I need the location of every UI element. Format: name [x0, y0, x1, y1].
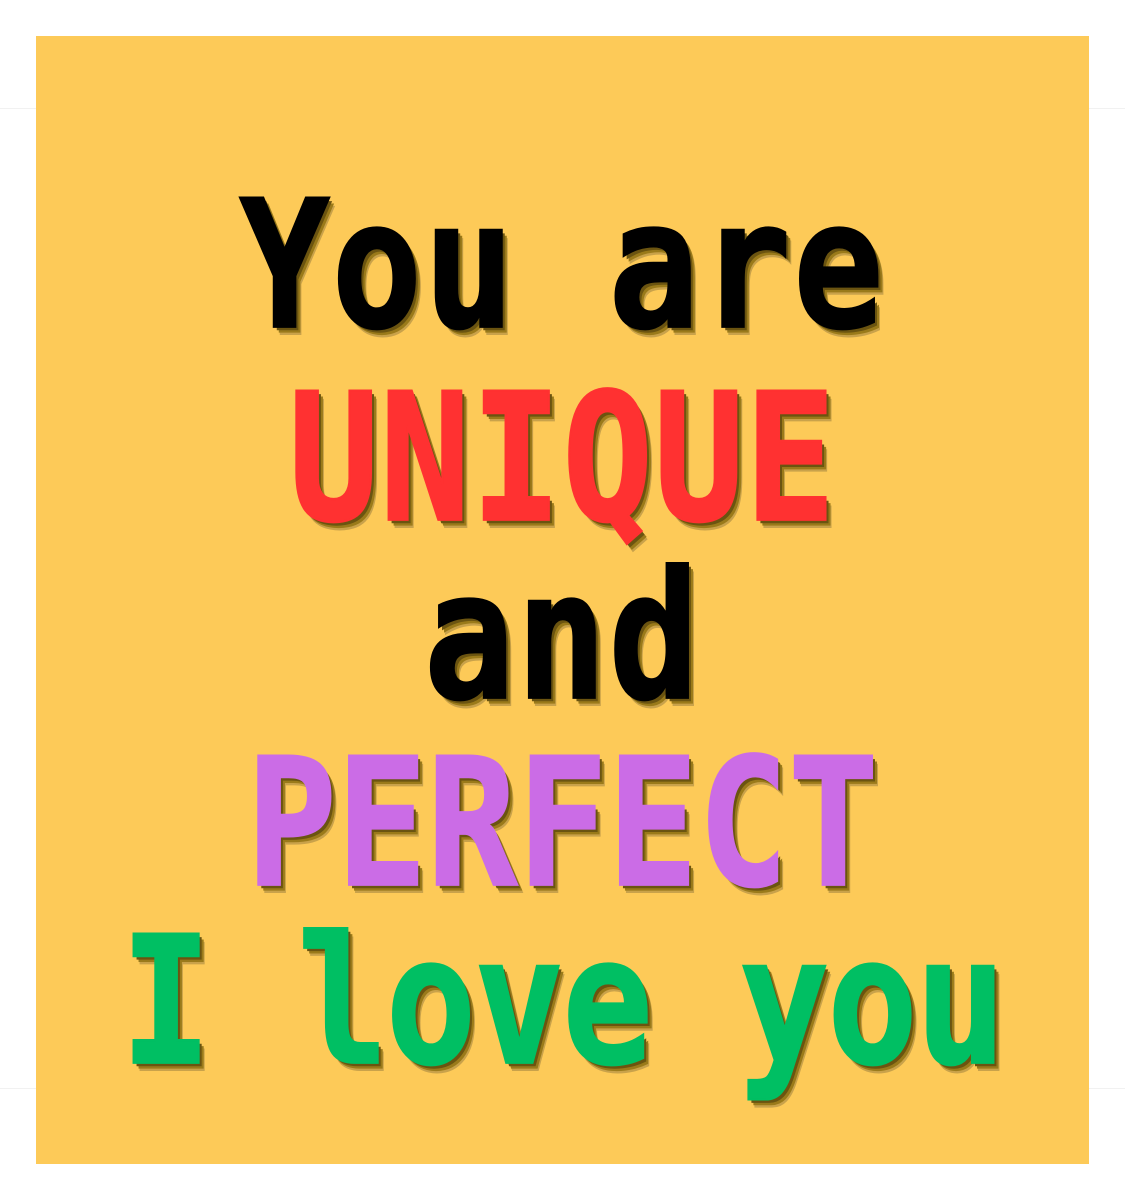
- line-unique: UNIQUE: [288, 356, 837, 563]
- line-you-are: You are: [239, 163, 886, 370]
- message-card: [36, 36, 1089, 1164]
- line-and: and: [424, 534, 701, 741]
- line-i-love-you: I love you: [120, 899, 1005, 1106]
- line-perfect: PERFECT: [246, 721, 879, 928]
